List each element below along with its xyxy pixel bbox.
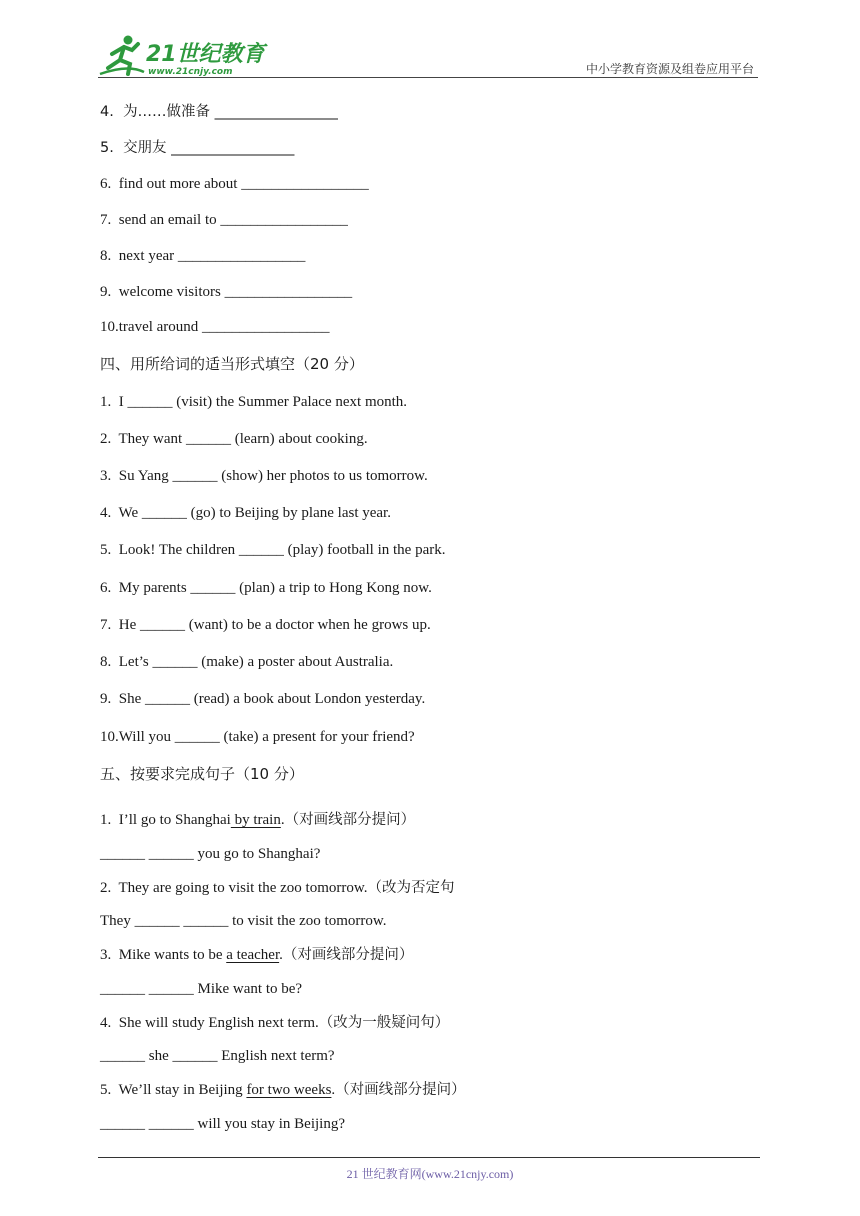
section-title: 四、用所给词的适当形式填空（20 分） bbox=[100, 355, 364, 373]
question: 5. We’ll stay in Beijing for two weeks.（对画线部分提问） bbox=[100, 1082, 466, 1098]
section-title: 五、按要求完成句子（10 分） bbox=[100, 765, 304, 783]
platform-name: 中小学教育资源及组卷应用平台 bbox=[585, 62, 754, 76]
logo bbox=[98, 34, 268, 78]
footer-divider bbox=[98, 1157, 760, 1158]
answer-line: ______ ______ you go to Shanghai? bbox=[100, 846, 321, 862]
list-item: 8. next year _________________ bbox=[100, 248, 306, 264]
list-item: 9. She ______ (read) a book about London yesterday. bbox=[100, 691, 426, 707]
list-item: 2. They want ______ (learn) about cooking. bbox=[100, 431, 368, 447]
list-item: 3. Su Yang ______ (show) her photos to us tomorrow. bbox=[100, 468, 428, 484]
svg-text:www.21cnjy.com: www.21cnjy.com bbox=[148, 67, 233, 77]
answer-line: ______ she ______ English next term? bbox=[100, 1048, 335, 1064]
question: 1. I’ll go to Shanghai by train.（对画线部分提问） bbox=[100, 812, 416, 828]
logo-runner-icon bbox=[98, 34, 268, 78]
question: 4. She will study English next term.（改为一般疑问句） bbox=[100, 1015, 450, 1031]
list-item: 6. My parents ______ (plan) a trip to Hong Kong now. bbox=[100, 580, 432, 596]
question: 2. They are going to visit the zoo tomorrow.（改为否定句 bbox=[100, 880, 455, 896]
list-item: 6. find out more about _________________ bbox=[100, 176, 369, 192]
answer-line: They ______ ______ to visit the zoo tomorrow. bbox=[100, 913, 387, 929]
list-item: 5. Look! The children ______ (play) football in the park. bbox=[100, 542, 446, 558]
list-item: 10.travel around _________________ bbox=[100, 319, 330, 335]
list-item: 7. He ______ (want) to be a doctor when he grows up. bbox=[100, 617, 431, 633]
header-divider bbox=[98, 77, 758, 78]
page-header bbox=[98, 30, 758, 78]
question: 3. Mike wants to be a teacher.（对画线部分提问） bbox=[100, 947, 414, 963]
list-item: 7. send an email to _________________ bbox=[100, 212, 348, 228]
list-item: 1. I ______ (visit) the Summer Palace next month. bbox=[100, 394, 408, 410]
list-item: 4. 为……做准备 _________________ bbox=[100, 104, 338, 120]
list-item: 4. We ______ (go) to Beijing by plane last year. bbox=[100, 505, 391, 521]
answer-line: ______ ______ will you stay in Beijing? bbox=[100, 1116, 345, 1132]
list-item: 8. Let’s ______ (make) a poster about Australia. bbox=[100, 654, 394, 670]
footer-text: 21 世纪教育网(www.21cnjy.com) bbox=[346, 1167, 514, 1181]
answer-line: ______ ______ Mike want to be? bbox=[100, 981, 303, 997]
list-item: 5. 交朋友 _________________ bbox=[100, 140, 295, 156]
svg-text:21世纪教育: 21世纪教育 bbox=[146, 42, 265, 67]
list-item: 9. welcome visitors _________________ bbox=[100, 284, 353, 300]
list-item: 10.Will you ______ (take) a present for your friend? bbox=[100, 729, 415, 745]
